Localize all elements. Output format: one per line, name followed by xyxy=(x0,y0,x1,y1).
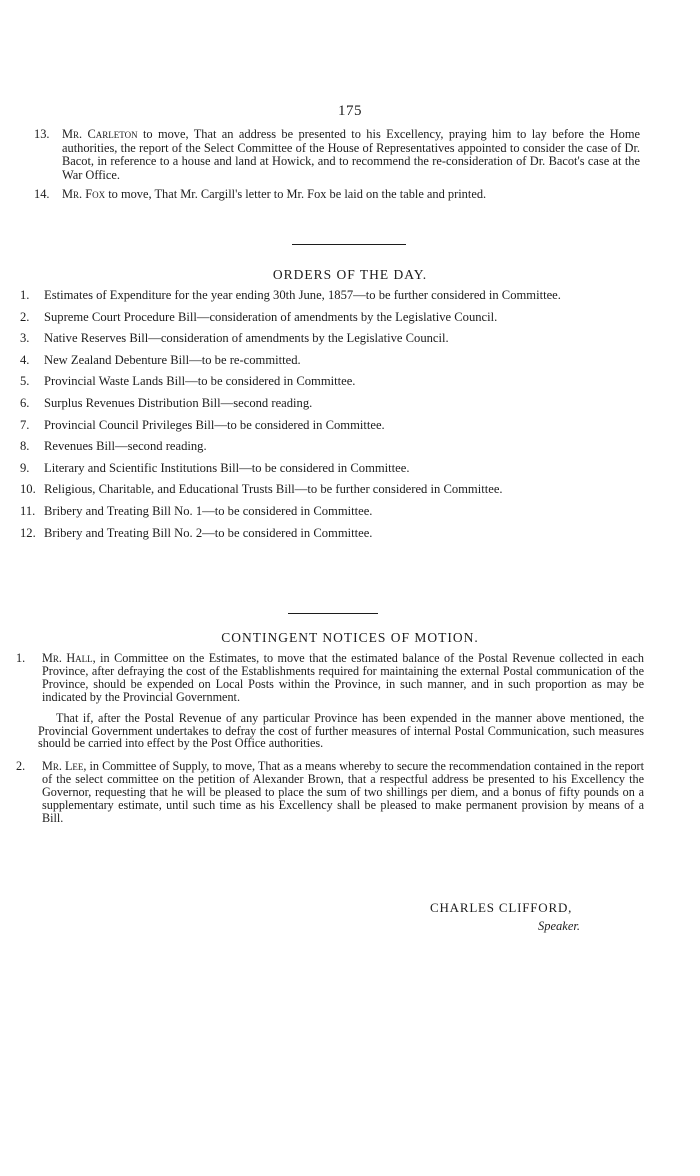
notice-body: to move, That Mr. Cargill's letter to Mr. Fox be laid on the table and printed. xyxy=(105,187,487,202)
notice-mover: Mr. Carleton xyxy=(62,127,138,141)
contingent-heading: CONTINGENT NOTICES OF MOTION. xyxy=(221,630,479,645)
order-text: Native Reserves Bill—consideration of amendments by the Legislative Council. xyxy=(44,331,449,346)
notice-text xyxy=(62,128,640,182)
order-text: Supreme Court Procedure Bill—consideration of amendments by the Legislative Council. xyxy=(44,309,498,324)
notice-body: to move, That an address be presented to his Excellency, praying him to lay before the Home authorities, the report of the Select Committee of the House of Representatives appointed to consider the case of Dr. Bacot, in reference to a house and land at Howick, and to recommend the re-consideration of Dr. Bacot's case at the War Office. xyxy=(62,127,641,182)
order-text: Bribery and Treating Bill No. 2—to be considered in Committee. xyxy=(44,525,373,540)
order-number: 10. xyxy=(20,482,36,497)
contingent-body: , in Committee of Supply, to move, That as a means whereby to secure the recommendation contained in the report of the select committee on the petition of Alexander Brown, that a respectful address be presented to his Excellency the Governor, requesting that he will be pleased to place the sum of two shillings per diem, and a bonus of fifty pounds on a supplementary estimate, until such time as his Excellency shall be pleased to make permanent provision by means of a Bill. xyxy=(42,759,644,825)
order-text: Estimates of Expenditure for the year ending 30th June, 1857—to be further considered in Committee. xyxy=(44,288,561,302)
order-item xyxy=(20,289,642,303)
notice-number: 13. xyxy=(34,127,50,141)
section-divider xyxy=(292,244,406,245)
order-item xyxy=(20,354,642,368)
order-text: Provincial Waste Lands Bill—to be considered in Committee. xyxy=(44,374,356,389)
order-number: 4. xyxy=(20,352,30,367)
signature-title: Speaker. xyxy=(538,919,580,933)
order-text: Surplus Revenues Distribution Bill—second reading. xyxy=(44,395,313,410)
contingent-mover: Mr. Lee xyxy=(42,759,84,774)
contingent-body: , in Committee on the Estimates, to move that the estimated balance of the Postal Revenue collected in each Province, after defraying the cost of the Establishments required for maintaining the external Postal communication of the Province, should be expended on Local Posts within the Province, in such manner, and in such proportion as may be indicated by the Provincial Government. xyxy=(42,651,645,704)
order-number: 6. xyxy=(20,395,30,410)
order-text: New Zealand Debenture Bill—to be re-committed. xyxy=(44,352,301,367)
order-number: 1. xyxy=(20,288,30,302)
signature-name: CHARLES CLIFFORD, xyxy=(430,900,573,915)
order-item xyxy=(20,440,642,454)
contingent-paragraph: That if, after the Postal Revenue of any particular Province has been expended in the manner above mentioned, the Provincial Government undertakes to defray the cost of further measures of internal Postal Communication, such measures should be carried into effect by the Post Office authorities. xyxy=(38,710,644,751)
order-text: Religious, Charitable, and Educational Trusts Bill—to be further considered in Committee. xyxy=(44,482,503,497)
order-number: 2. xyxy=(20,309,30,324)
notice-mover: Mr. Fox xyxy=(62,187,106,202)
order-item xyxy=(20,375,642,389)
order-item xyxy=(20,527,642,541)
contingent-notices-list xyxy=(16,652,644,833)
order-text: Revenues Bill—second reading. xyxy=(44,439,207,454)
order-item xyxy=(20,419,642,433)
contingent-text xyxy=(42,760,644,825)
contingent-item xyxy=(16,652,644,704)
order-text: Literary and Scientific Institutions Bill—to be considered in Committee. xyxy=(44,460,410,475)
order-number: 11. xyxy=(20,503,36,518)
order-item xyxy=(20,505,642,519)
order-number: 7. xyxy=(20,417,30,432)
order-number: 3. xyxy=(20,331,30,346)
order-item xyxy=(20,397,642,411)
order-item xyxy=(20,332,642,346)
orders-heading: ORDERS OF THE DAY. xyxy=(272,267,428,282)
notice-text xyxy=(62,188,640,202)
order-number: 8. xyxy=(20,439,30,454)
section-divider xyxy=(288,613,378,614)
orders-of-the-day-list xyxy=(20,289,642,548)
order-text: Bribery and Treating Bill No. 1—to be considered in Committee. xyxy=(44,503,373,518)
contingent-item xyxy=(16,760,644,825)
page-number: 175 xyxy=(338,103,362,119)
contingent-number: 1. xyxy=(16,651,26,665)
contingent-mover: Mr. Hall xyxy=(42,651,93,665)
notice-item xyxy=(34,188,640,202)
order-item xyxy=(20,311,642,325)
order-text: Provincial Council Privileges Bill—to be considered in Committee. xyxy=(44,417,385,432)
notice-item xyxy=(34,128,640,182)
contingent-number: 2. xyxy=(16,759,26,774)
contingent-text xyxy=(42,652,644,704)
order-number: 9. xyxy=(20,460,30,475)
order-item xyxy=(20,462,642,476)
notices-of-motion-list xyxy=(34,128,640,208)
order-item xyxy=(20,483,642,497)
order-number: 12. xyxy=(20,525,36,540)
order-number: 5. xyxy=(20,374,30,389)
notice-number: 14. xyxy=(34,187,50,202)
